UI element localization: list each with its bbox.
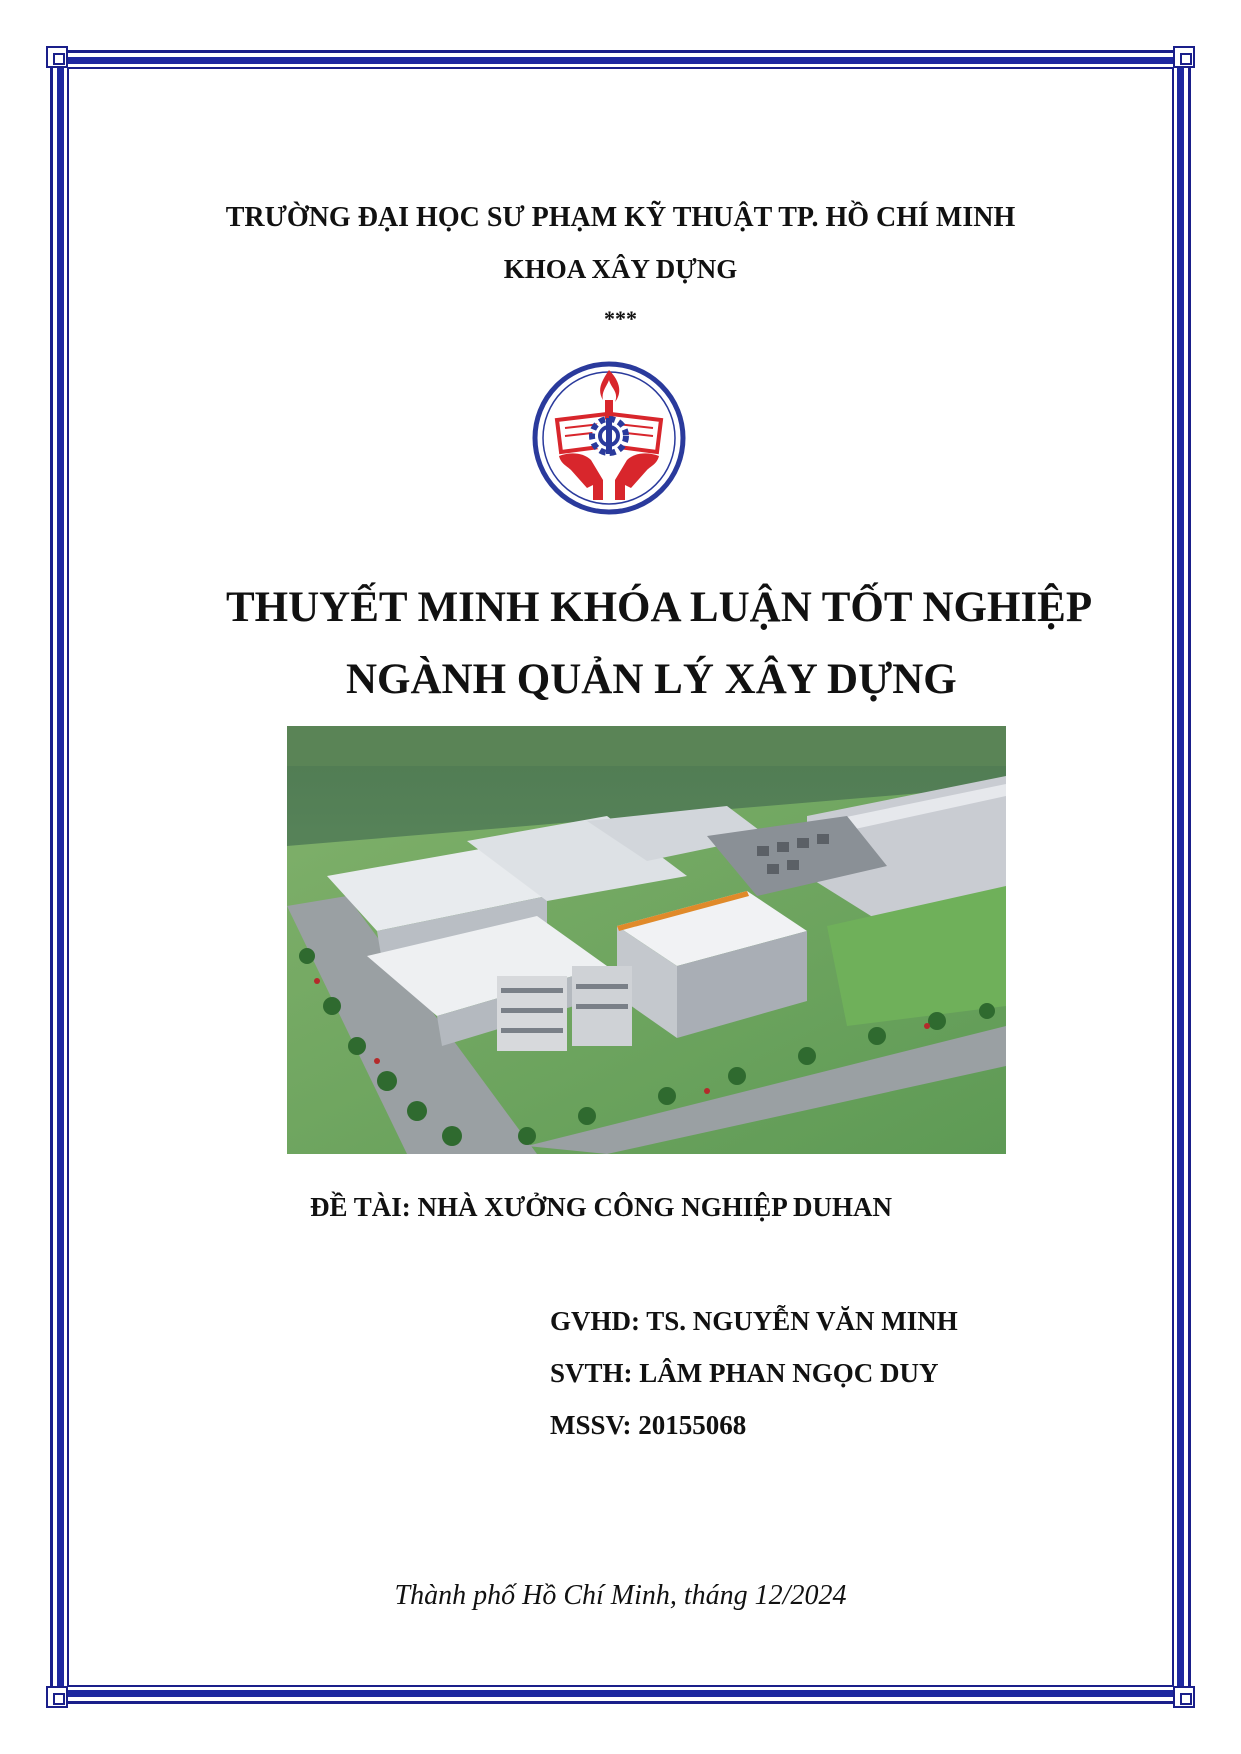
place-and-date: Thành phố Hồ Chí Minh, tháng 12/2024 xyxy=(394,1580,847,1611)
advisor-info: GVHD: TS. NGUYỄN VĂN MINH xyxy=(550,1306,958,1336)
thesis-topic: ĐỀ TÀI: NHÀ XƯỞNG CÔNG NGHIỆP DUHAN xyxy=(310,1192,893,1222)
border-corner-bottom-right xyxy=(1173,1686,1195,1708)
separator-stars: *** xyxy=(604,306,637,331)
border-corner-top-left xyxy=(46,46,68,68)
university-name: TRƯỜNG ĐẠI HỌC SƯ PHẠM KỸ THUẬT TP. HỒ CHÍ MINH xyxy=(225,202,1016,233)
faculty-name: KHOA XÂY DỰNG xyxy=(503,254,738,284)
border-corner-top-right xyxy=(1173,46,1195,68)
university-emblem-icon xyxy=(531,360,687,516)
thesis-title-line-1: THUYẾT MINH KHÓA LUẬN TỐT NGHIỆP xyxy=(226,584,1093,631)
student-info: SVTH: LÂM PHAN NGỌC DUY xyxy=(550,1358,939,1388)
thesis-title-line-2: NGÀNH QUẢN LÝ XÂY DỰNG xyxy=(346,656,957,703)
border-corner-bottom-left xyxy=(46,1686,68,1708)
factory-aerial-illustration xyxy=(287,726,1006,1154)
student-id: MSSV: 20155068 xyxy=(550,1410,747,1440)
